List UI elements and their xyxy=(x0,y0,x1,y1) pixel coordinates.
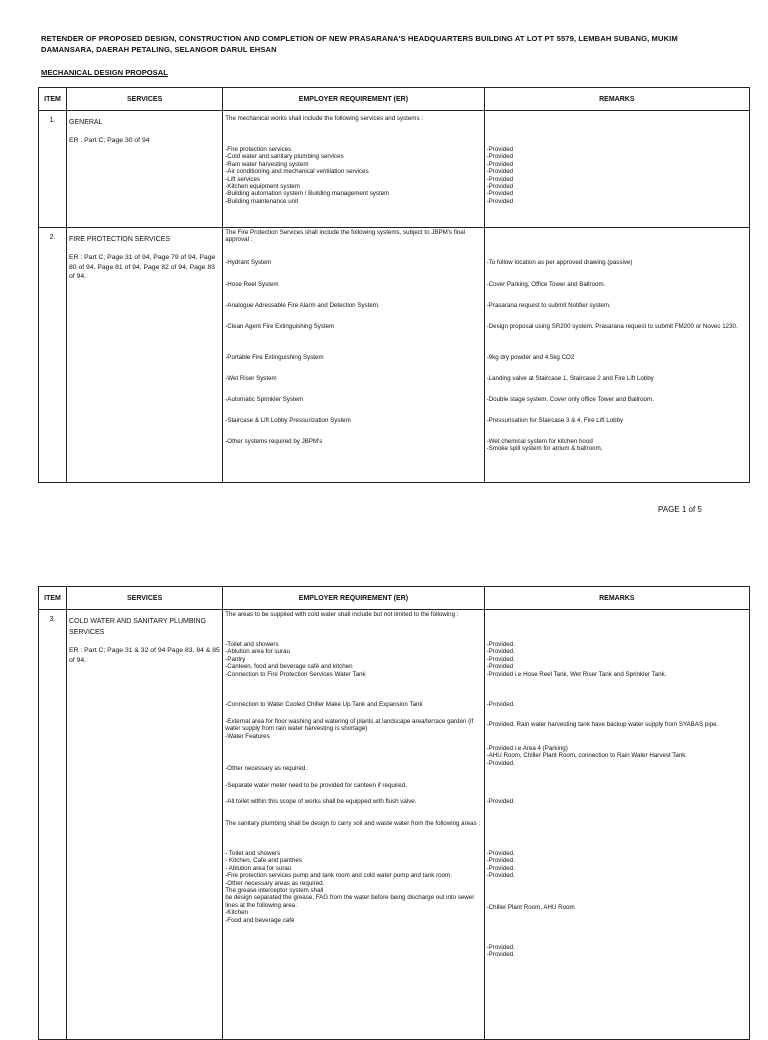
col-header-item: ITEM xyxy=(39,88,67,111)
table-header-row xyxy=(39,587,750,610)
remarks-text: -Provided. -Provided. xyxy=(486,944,515,959)
remarks-text: -Double stage system. Cover only office Tower and Ballroom. xyxy=(486,396,654,403)
er-text: The Fire Protection Services shall include the following systems, subject to JBPM's final approval : xyxy=(225,229,466,244)
remarks-text: -Provided -Provided -Provided -Provided -Provided -Provided -Provided -Provided xyxy=(486,146,514,205)
col-header-er: EMPLOYER REQUIREMENT (ER) xyxy=(223,88,484,111)
proposal-table-page-2 xyxy=(38,586,750,1040)
er-text: -Toilet and showers -Ablution area for surau -Pantry -Canteen, food and beverage café and kitchen -Connection to Fire Protection Services Water Tank xyxy=(225,641,366,678)
remarks-text: -Provided. xyxy=(486,701,515,708)
remarks-text: -Landing valve at Staircase 1, Staircase 2 and Fire Lift Lobby xyxy=(486,375,654,382)
col-header-services: SERVICES xyxy=(67,587,223,610)
remarks-text: -Prasarana request to submit Notifier system. xyxy=(486,302,611,309)
remarks-text: -Provided. -Provided. -Provided. -Provided -Provided i.e Hose Reel Tank, Wet Riser Tank and Sprinkler Tank. xyxy=(486,641,667,678)
page-number: PAGE 1 of 5 xyxy=(658,505,702,514)
service-name: COLD WATER AND SANITARY PLUMBING SERVICES xyxy=(69,618,206,636)
er-text: -Connection to Water Cooled Chiller Make Up Tank and Expansion Tank xyxy=(225,701,423,708)
col-header-item: ITEM xyxy=(39,587,67,610)
col-header-services: SERVICES xyxy=(67,88,223,111)
er-text: -Portable Fire Extinguishing System xyxy=(225,354,324,361)
remarks-text: -Cover Parking, Office Tower and Ballroom. xyxy=(486,281,606,288)
er-text: The sanitary plumbing shall be design to carry soil and waste water from the following areas : xyxy=(225,820,481,827)
er-text: -Fire protection services -Cold water and sanitary plumbing services -Rain water harvesting system -Air conditioning and mechanical ventilation services -Lift services -Kitchen equipment system -Building automation system / Building management system -Building maintenance unit xyxy=(225,146,390,205)
remarks-text: -Wet chemical system for kitchen hood -Smoke spill system for atrium & ballroom. xyxy=(486,438,603,453)
remarks-text: -Provided. -Provided. -Provided. -Provided. xyxy=(486,850,515,880)
col-header-remarks: REMARKS xyxy=(484,587,749,610)
er-text: -Separate water meter need to be provided for canteen if required. xyxy=(225,782,407,789)
col-header-er: EMPLOYER REQUIREMENT (ER) xyxy=(223,587,484,610)
remarks-text: -Design proposal using SR200 system. Prasarana request to submit FM200 or Novec 1230. xyxy=(486,323,738,330)
er-text: -Clean Agent Fire Extinguishing System xyxy=(225,323,335,330)
remarks-text: -Pressurisation for Staircase 3 & 4, Fire Lift Lobby xyxy=(486,417,624,424)
col-header-remarks: REMARKS xyxy=(484,88,749,111)
er-text: - Toilet and showers - Kitchen, Cafe and pantries - Ablution area for surau -Fire protection services pump and tank room and cold water pump and tank room. -Other necessary areas as required. The grease interceptor system shall be design separated the grease, FAG from the water before being discharge out into sewer lines at the following area : -Kitchen -Food and beverage café xyxy=(225,850,475,924)
remarks-text: -Provided. Rain water harvesting tank have backup water supply from SYABAS pipe. xyxy=(486,721,719,728)
er-text: -Other necessary as required. xyxy=(225,765,308,772)
document-title: RETENDER OF PROPOSED DESIGN, CONSTRUCTION AND COMPLETION OF NEW PRASARANA'S HEADQUARTERS BUILDING AT LOT PT 5579, LEMBAH SUBANG, MUKIM DAMANSARA, DAERAH PETALING, SELANGOR DARUL EHSAN xyxy=(41,34,678,54)
item-number: 2. xyxy=(49,234,56,241)
er-text: The mechanical works shall include the following services and systems : xyxy=(225,115,423,122)
service-name: FIRE PROTECTION SERVICES xyxy=(69,236,171,243)
er-text: -External area for floor washing and watering of plants at landscape area/terrace garden (if water supply from rain water harvesting is shortage) -Water Features xyxy=(225,718,474,740)
proposal-table-page-1 xyxy=(38,87,750,483)
remarks-text: -Chiller Plant Room, AHU Room xyxy=(486,904,575,911)
er-text: -Automatic Sprinkler System xyxy=(225,396,304,403)
remarks-text: -Provided i.e Area 4 (Parking) -AHU Room, Chiller Plant Room, connection to Rain Water Harvest Tank. -Provided. xyxy=(486,745,688,767)
table-header-row xyxy=(39,88,750,111)
er-text: -Wet Riser System xyxy=(225,375,277,382)
service-name: GENERAL xyxy=(69,119,103,126)
item-number: 1. xyxy=(49,117,56,124)
er-reference: ER : Part C; Page 31 & 32 of 94 Page 83, 84 & 85 of 94. xyxy=(69,647,220,664)
remarks-text: -Provided. xyxy=(486,798,515,805)
remarks-text: -9kg dry powder and 4.5kg CO2 xyxy=(486,354,575,361)
er-text: -Hose Reel System xyxy=(225,281,279,288)
section-subtitle: MECHANICAL DESIGN PROPOSAL xyxy=(41,68,168,77)
er-text: -Hydrant System xyxy=(225,259,272,266)
item-number: 3. xyxy=(49,616,56,623)
er-text: -Other systems required by JBPM's xyxy=(225,438,323,445)
table-row xyxy=(39,228,750,483)
er-text: -Analogue Adressable Fire Alarm and Detection System. xyxy=(225,302,380,309)
er-text: -Staircase & Lift Lobby Pressurization System xyxy=(225,417,351,424)
er-reference: ER : Part C; Page 30 of 94 xyxy=(69,137,150,144)
table-row xyxy=(39,610,750,1040)
er-text: -All toilet within this scope of works shall be equipped with flush valve. xyxy=(225,798,417,805)
er-reference: ER : Part C; Page 31 of 94, Page 79 of 94, Page 80 of 94, Page 81 of 94, Page 82 of 94, Page 83 of 94. xyxy=(69,254,216,281)
table-row xyxy=(39,111,750,228)
remarks-text: -To follow location as per approved drawing (passive) xyxy=(486,259,633,266)
er-text: The areas to be supplied with cold water shall include but not limited to the following : xyxy=(225,611,459,618)
